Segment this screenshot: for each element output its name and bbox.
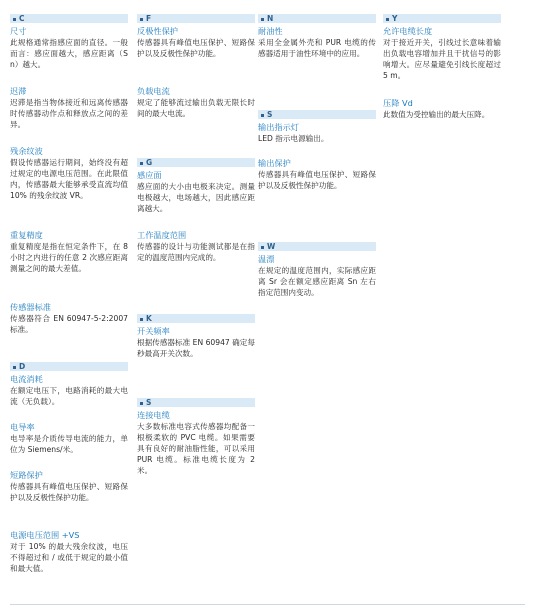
section-letter: S	[267, 110, 273, 119]
entry-title: 输出指示灯	[258, 122, 299, 132]
entry-title: 连接电缆	[137, 410, 170, 420]
entry-title: 迟滞	[10, 86, 27, 96]
entry-text: 重复精度是指在恒定条件下，在 8 小时之内进行的任意 2 次感应距离测量之间的最大差值。	[10, 242, 128, 273]
entry-text: 传感器具有峰值电压保护、短路保护以及反极性保护功能。	[258, 170, 376, 190]
entry-text: 迟滞是指当物体接近和远离传感器时传感器动作点和释放点之间的差异。	[10, 98, 128, 129]
entry-text: 采用全金属外壳和 PUR 电缆的传感器适用于油性环境中的应用。	[258, 38, 376, 58]
section-letter-bar	[10, 14, 128, 23]
entry-block	[137, 230, 255, 263]
section-letter-bar	[258, 110, 376, 119]
entry-text: LED 指示电源输出。	[258, 134, 329, 143]
entry-title: 压降 Vd	[383, 98, 413, 108]
section-d	[10, 362, 128, 407]
entry-title: 温漂	[258, 254, 275, 264]
section-f	[137, 14, 255, 59]
section-letter-bar	[137, 14, 255, 23]
entry-block	[10, 302, 128, 335]
entry-title: 输出保护	[258, 158, 291, 168]
entry-text: 传感器符合 EN 60947-5-2:2007 标准。	[10, 314, 128, 334]
entry-block	[10, 470, 128, 503]
entry-title: 允许电缆长度	[383, 26, 433, 36]
entry-block	[258, 158, 376, 191]
section-letter-bar	[137, 398, 255, 407]
bullet-square-icon	[140, 162, 143, 165]
entry-text: 感应面的大小由电极来决定。测量电极越大，电场越大，因此感应距离越大。	[137, 182, 255, 213]
bullet-square-icon	[140, 402, 143, 405]
section-letter-bar	[383, 14, 501, 23]
section-letter: G	[146, 158, 153, 167]
section-n	[258, 14, 376, 59]
entry-title: 负载电流	[137, 86, 170, 96]
bottom-divider	[10, 604, 525, 605]
section-s	[137, 398, 255, 476]
section-y	[383, 14, 501, 81]
section-letter: D	[19, 362, 26, 371]
section-letter-bar	[258, 14, 376, 23]
section-letter: C	[19, 14, 25, 23]
entry-text: 对于 10% 的最大残余纹波，电压不得超过和 / 或低于规定的最小值和最大值。	[10, 542, 128, 573]
section-letter: F	[146, 14, 152, 23]
section-letter-bar	[137, 314, 255, 323]
entry-title: 反极性保护	[137, 26, 178, 36]
entry-text: 传感器具有峰值电压保护、短路保护以及反极性保护功能。	[10, 482, 128, 502]
entry-title: 开关频率	[137, 326, 170, 336]
bullet-square-icon	[261, 18, 264, 21]
section-w	[258, 242, 376, 298]
bullet-square-icon	[386, 18, 389, 21]
entry-block	[10, 86, 128, 130]
entry-text: 在额定电压下，电路消耗的最大电流（无负载）。	[10, 386, 128, 406]
entry-text: 根据传感器标准 EN 60947 确定每秒最高开关次数。	[137, 338, 255, 358]
entry-title: 电导率	[10, 422, 35, 432]
entry-title: 尺寸	[10, 26, 27, 36]
entry-title: 工作温度范围	[137, 230, 187, 240]
entry-title: 短路保护	[10, 470, 43, 480]
entry-title: 传感器标准	[10, 302, 51, 312]
entry-title: 耐油性	[258, 26, 283, 36]
bullet-square-icon	[261, 246, 264, 249]
entry-title: 感应面	[137, 170, 162, 180]
section-letter: K	[146, 314, 152, 323]
entry-text: 电导率是介质传导电流的能力，单位为 Siemens/米。	[10, 434, 128, 454]
entry-text: 此数值为受控输出的最大压降。	[383, 110, 490, 119]
section-letter-bar	[137, 158, 255, 167]
section-letter: W	[267, 242, 276, 251]
bullet-square-icon	[13, 18, 16, 21]
section-k	[137, 314, 255, 359]
bullet-square-icon	[13, 366, 16, 369]
section-s	[258, 110, 376, 144]
entry-text: 对于接近开关，引线过长意味着输出负载电容增加并且干扰信号的影响增大。应尽量避免引线长度超过 5 m。	[383, 38, 501, 80]
entry-text: 在规定的温度范围内，实际感应距离 Sr 会在额定感应距离 Sn 左右指定范围内变动。	[258, 266, 376, 297]
section-letter: S	[146, 398, 152, 407]
entry-block	[10, 530, 128, 574]
entry-text: 传感器的设计与功能测试都是在指定的温度范围内完成的。	[137, 242, 255, 262]
section-letter-bar	[10, 362, 128, 371]
entry-text: 此规格通常指感应面的直径。一般而言：感应面越大，感应距离（Sn）越大。	[10, 38, 128, 69]
entry-block	[137, 86, 255, 119]
entry-block	[10, 422, 128, 455]
section-letter: Y	[392, 14, 398, 23]
entry-title: 电流消耗	[10, 374, 43, 384]
entry-block	[10, 230, 128, 274]
entry-title: 电源电压范围 +VS	[10, 530, 80, 540]
section-letter: N	[267, 14, 274, 23]
entry-title: 重复精度	[10, 230, 43, 240]
section-g	[137, 158, 255, 214]
entry-title: 残余纹波	[10, 146, 43, 156]
entry-block	[10, 146, 128, 201]
bullet-square-icon	[140, 318, 143, 321]
entry-text: 传感器具有峰值电压保护、短路保护以及反极性保护功能。	[137, 38, 255, 58]
entry-block	[383, 98, 501, 120]
entry-text: 大多数标准电容式传感器均配备一根极柔软的 PVC 电缆。如果需要具有良好的耐油脂性能，可以采用 PUR 电缆。标准电缆长度为 2 米。	[137, 422, 255, 475]
bullet-square-icon	[261, 114, 264, 117]
section-c	[10, 14, 128, 70]
entry-text: 假设传感器运行期间，始终没有超过规定的电源电压范围。在此限值内，传感器最大能够承受直流均值 10% 的残余纹波 VR。	[10, 158, 128, 200]
bullet-square-icon	[140, 18, 143, 21]
entry-text: 规定了能够流过输出负载无限长时间的最大电流。	[137, 98, 255, 118]
section-letter-bar	[258, 242, 376, 251]
